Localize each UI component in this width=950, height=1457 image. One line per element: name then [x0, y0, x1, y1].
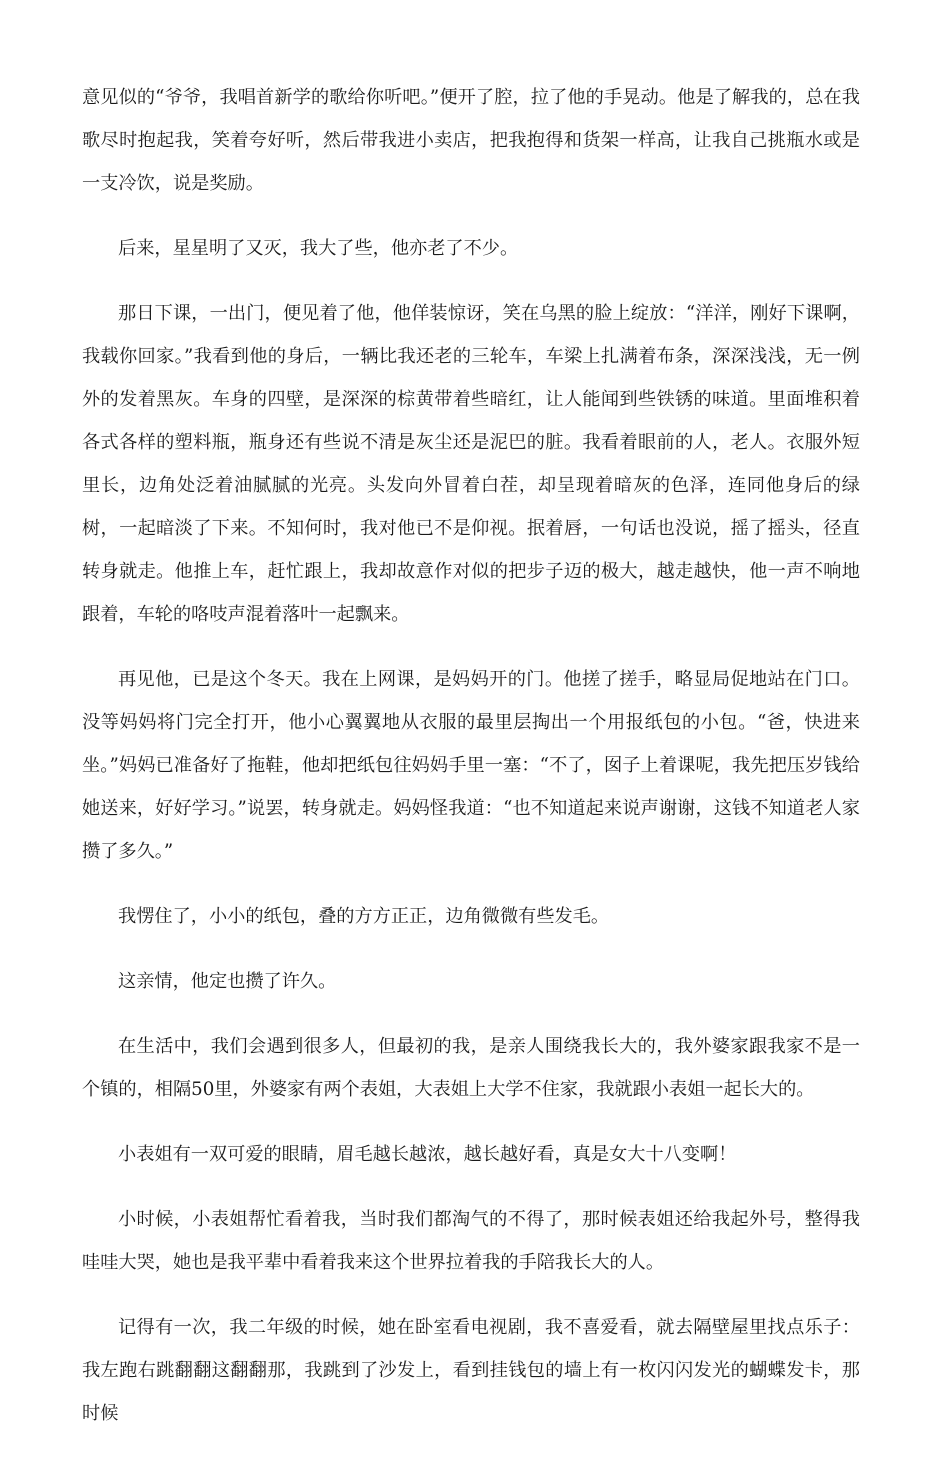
paragraph: 那日下课，一出门，便见着了他，他佯装惊讶，笑在乌黑的脸上绽放：“洋洋，刚好下课啊，我载你回家。”我看到他的身后，一辆比我还老的三轮车，车梁上扎满着布条，深深浅浅，无一例外的发着黑灰。车身的四壁，是深深的棕黄带着些暗红，让人能闻到些铁锈的味道。里面堆积着各式各样的塑料瓶，瓶身还有些说不清是灰尘还是泥巴的脏。我看着眼前的人，老人。衣服外短里长，边角处泛着油腻腻的光亮。头发向外冒着白茬，却呈现着暗灰的色泽，连同他身后的绿树，一起暗淡了下来。不知何时，我对他已不是仰视。抿着唇，一句话也没说，摇了摇头，径直转身就走。他推上车，赶忙跟上，我却故意作对似的把步子迈的极大，越走越快，他一声不响地跟着，车轮的咯吱声混着落叶一起飘来。: [82, 303, 860, 625]
paragraph: 后来，星星明了又灭，我大了些，他亦老了不少。: [118, 238, 519, 259]
paragraph: 在生活中，我们会遇到很多人，但最初的我，是亲人围绕我长大的，我外婆家跟我家不是一个镇的，相隔50里，外婆家有两个表姐，大表姐上大学不住家，我就跟小表姐一起长大的。: [82, 1036, 860, 1100]
paragraph: 再见他，已是这个冬天。我在上网课，是妈妈开的门。他搓了搓手，略显局促地站在门口。没等妈妈将门完全打开，他小心翼翼地从衣服的最里层掏出一个用报纸包的小包。“爸，快进来坐。”妈妈已准备好了拖鞋，他却把纸包往妈妈手里一塞：“不了，囡子上着课呢，我先把压岁钱给她送来，好好学习。”说罢，转身就走。妈妈怪我道：“也不知道起来说声谢谢，这钱不知道老人家攒了多久。”: [82, 669, 860, 862]
paragraph: 小时候，小表姐帮忙看着我，当时我们都淘气的不得了，那时候表姐还给我起外号，整得我哇哇大哭，她也是我平辈中看着我来这个世界拉着我的手陪我长大的人。: [82, 1209, 860, 1273]
paragraph: 意见似的“爷爷，我唱首新学的歌给你听吧。”便开了腔，拉了他的手晃动。他是了解我的，总在我歌尽时抱起我，笑着夸好听，然后带我进小卖店，把我抱得和货架一样高，让我自己挑瓶水或是一支冷饮，说是奖励。: [82, 87, 860, 194]
paragraph: 记得有一次，我二年级的时候，她在卧室看电视剧，我不喜爱看，就去隔壁屋里找点乐子：我左跑右跳翻翻这翻翻那，我跳到了沙发上，看到挂钱包的墙上有一枚闪闪发光的蝴蝶发卡，那时候: [82, 1317, 860, 1424]
paragraph: 这亲情，他定也攒了许久。: [118, 971, 337, 992]
document-body: [82, 76, 860, 1457]
paragraph: 小表姐有一双可爱的眼睛，眉毛越长越浓，越长越好看，真是女大十八变啊！: [118, 1144, 737, 1165]
paragraph: 我愣住了，小小的纸包，叠的方方正正，边角微微有些发毛。: [118, 906, 610, 927]
